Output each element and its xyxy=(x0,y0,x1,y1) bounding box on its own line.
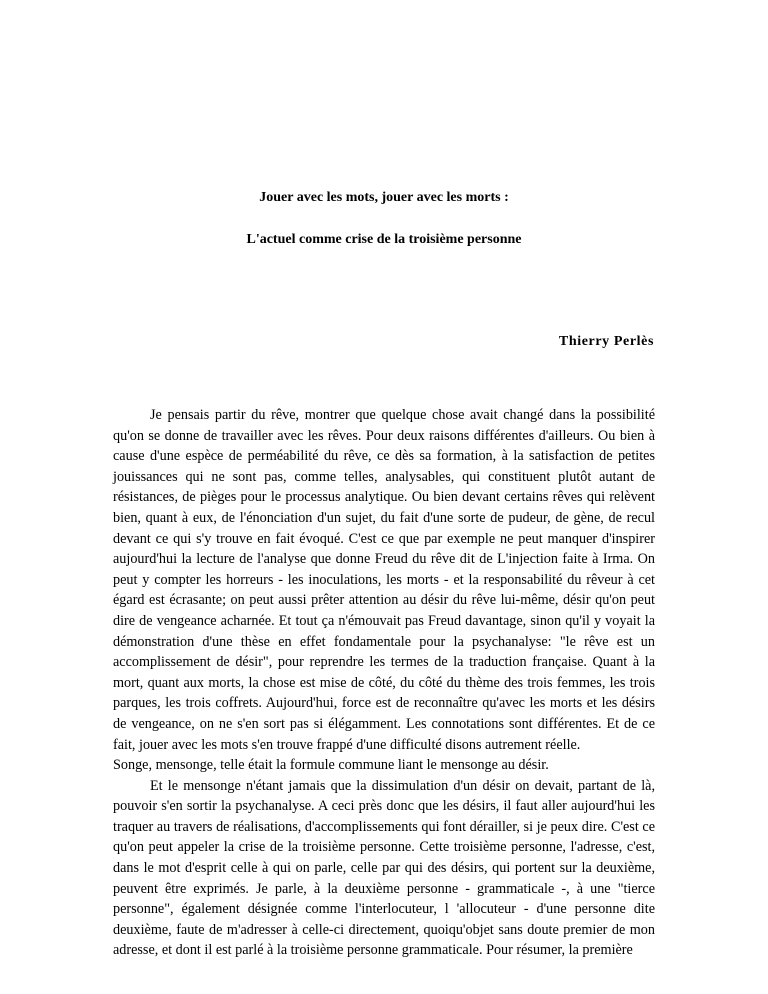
title-line-1: Jouer avec les mots, jouer avec les morts : xyxy=(259,190,509,205)
body-text xyxy=(113,405,655,961)
paragraph-1: Je pensais partir du rêve, montrer que quelque chose avait changé dans la possibilité qu'on se donne de travailler avec les rêves. Pour deux raisons différentes d'ailleurs. Ou bien à cause d'une espèce de perméabilité du rêve, ce dès sa formation, à la satisfaction de petites jouissances qui ne sont pas, comme telles, analysables, qui constituent plutôt autant de résistances, de pièges pour le processus analytique. Ou bien devant certains rêves qui relèvent bien, quant à eux, de l'énonciation d'un sujet, du fait d'une sorte de pudeur, de gène, de recul devant ce qui s'y trouve en fait évoqué. C'est ce que par exemple ne peut manquer d'inspirer aujourd'hui la lecture de l'analyse que donne Freud du rêve dit de L'injection faite à Irma. On peut y compter les horreurs - les inoculations, les morts - et la responsabilité du rêveur à cet égard est écrasante; on peut aussi prêter attention au désir du rêve lui-même, désir qu'on peut dire de vengeance acharnée. Et tout ça n'émouvait pas Freud davantage, sinon qu'il y voyait la démonstration d'une thèse en effet fondamentale pour la psychanalyse: "le rêve est un accomplissement de désir", pour reprendre les termes de la traduction française. Quant à la mort, quant aux morts, la chose est mise de côté, du côté du thème des trois femmes, les trois parques, les trois coffrets. Aujourd'hui, force est de reconnaître qu'avec les morts et les désirs de vengeance, on ne s'en sort pas si élégamment. Les connotations sont différentes. Et de ce fait, jouer avec les mots s'en trouve frappé d'une difficulté disons autrement réelle. xyxy=(113,407,655,753)
paragraph-3: Et le mensonge n'étant jamais que la dissimulation d'un désir on devait, partant de là, pouvoir s'en sortir la psychanalyse. A ceci près donc que les désirs, il faut aller aujourd'hui les traquer au travers de réalisations, d'accomplissements qui font dérailler, si je peux dire. C'est ce qu'on peut appeler la crise de la troisième personne. Cette troisième personne, l'adresse, c'est, dans le mot d'esprit celle à qui on parle, celle par qui des désirs, qui portent sur la deuxième, peuvent être exprimés. Je parle, à la deuxième personne - grammaticale -, à une "tierce personne", également désignée comme l'interlocuteur, l 'allocuteur - d'une personne dite deuxième, faute de m'adresser à celle-ci directement, quoiqu'objet sans doute premier de mon adresse, et dont il est parlé à la troisième personne grammaticale. Pour résumer, la première xyxy=(113,777,655,959)
paragraph-2: Songe, mensonge, telle était la formule commune liant le mensonge au désir. xyxy=(113,757,549,774)
author-name: Thierry Perlès xyxy=(558,334,654,349)
title-line-2: L'actuel comme crise de la troisième personne xyxy=(246,232,522,247)
